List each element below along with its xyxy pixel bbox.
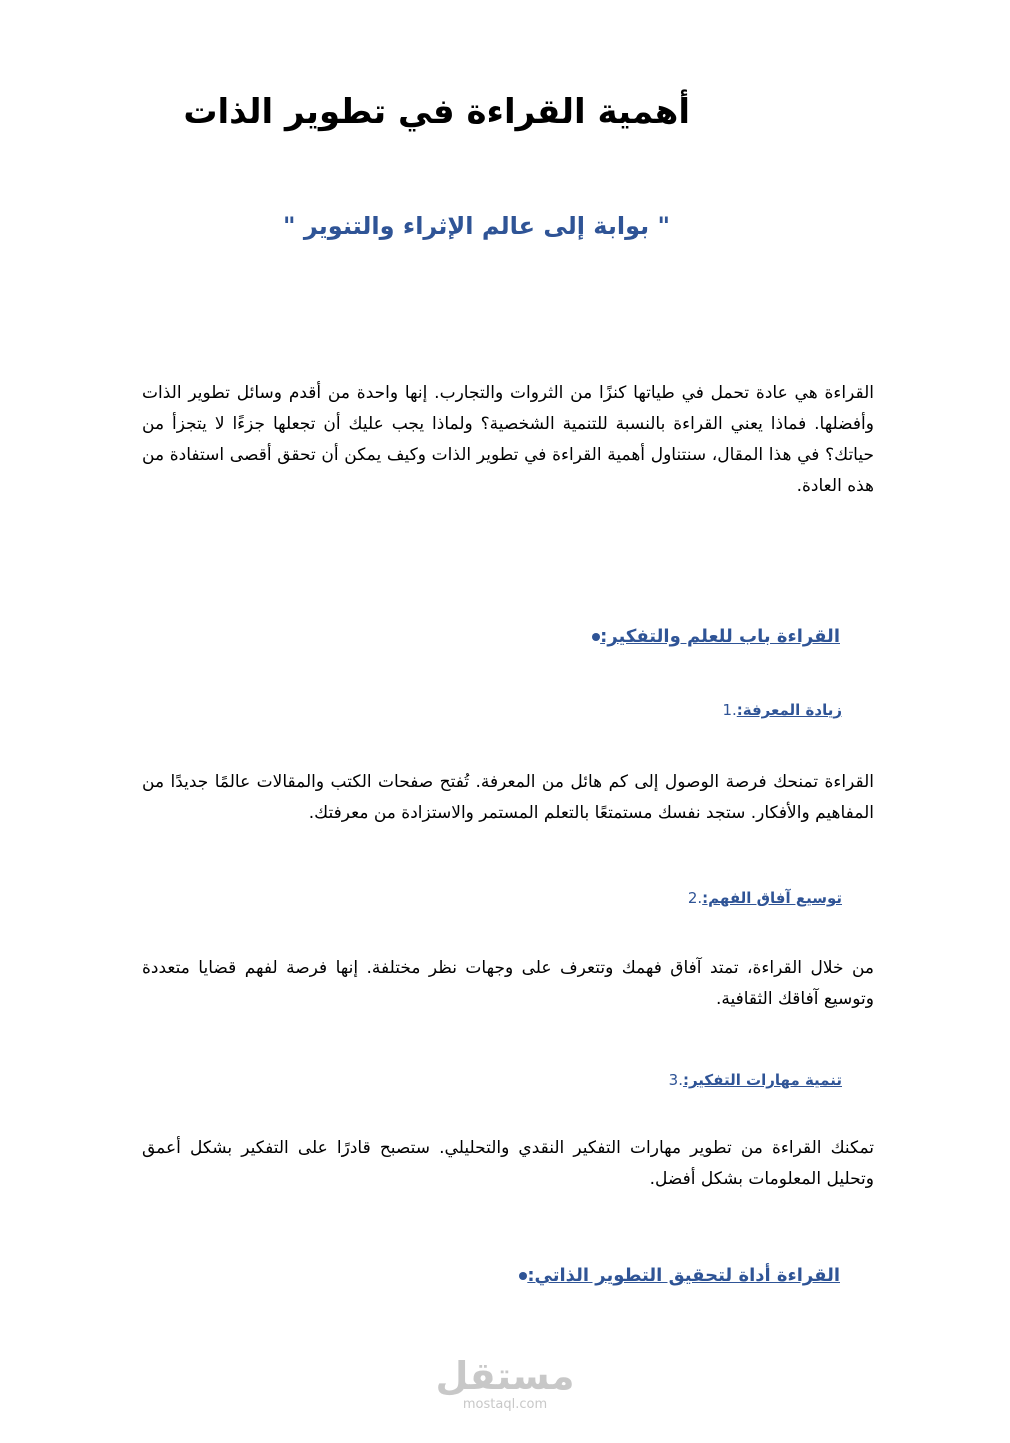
numbered-heading-text: زيادة المعرفة: (736, 701, 842, 719)
intro-paragraph: القراءة هي عادة تحمل في طياتها كنزًا من الثروات والتجارب. إنها واحدة من أقدم وسائل تطوير الذات وأفضلها. فماذا يعني القراءة بالنسبة للتنمية الشخصية؟ ولماذا يجب عليك أن تجعلها جزءًا لا يتجزأ من حياتك؟ في هذا المقال، سنتناول أهمية القراءة في تطوير الذات وكيف يمكن أن تحقق أقصى استفادة من هذه العادة. (142, 383, 874, 496)
page-title: أهمية القراءة في تطوير الذات (183, 92, 690, 132)
section-heading (499, 1265, 840, 1286)
numbered-heading-text: تنمية مهارات التفكير: (682, 1071, 842, 1089)
section-heading-text: القراءة أداة لتحقيق التطوير الذاتي: (527, 1265, 840, 1286)
watermark-logo-arabic: مستقل (435, 1354, 575, 1398)
bullet-icon (519, 1272, 527, 1280)
numbered-heading (655, 1071, 842, 1089)
body-paragraph: القراءة تمنحك فرصة الوصول إلى كم هائل من المعرفة. تُفتح صفحات الكتب والمقالات عالمًا جديدًا من المفاهيم والأفكار. ستجد نفسك مستمتعًا بالتعلم المستمر والاستزادة من معرفتك. (142, 772, 874, 823)
numbered-heading (708, 701, 842, 719)
list-number: 1. (722, 701, 737, 719)
mostaql-watermark (430, 1355, 580, 1413)
numbered-heading (674, 889, 842, 907)
numbered-heading-text: توسيع آفاق الفهم: (702, 889, 842, 907)
bullet-icon (592, 633, 600, 641)
page-subtitle: " بوابة إلى عالم الإثراء والتنوير " (282, 212, 670, 240)
body-paragraph: تمكنك القراءة من تطوير مهارات التفكير النقدي والتحليلي. ستصبح قادرًا على التفكير بشكل أعمق وتحليل المعلومات بشكل أفضل. (142, 1138, 874, 1189)
watermark-logo-latin: mostaql.com (462, 1397, 548, 1412)
section-heading (572, 626, 840, 647)
list-number: 2. (687, 889, 703, 907)
body-paragraph: من خلال القراءة، تمتد آفاق فهمك وتتعرف على وجهات نظر مختلفة. إنها فرصة لفهم قضايا متعددة وتوسيع آفاقك الثقافية. (142, 958, 874, 1009)
list-number: 3. (668, 1071, 683, 1089)
section-heading-text: القراءة باب للعلم والتفكير: (600, 626, 840, 647)
